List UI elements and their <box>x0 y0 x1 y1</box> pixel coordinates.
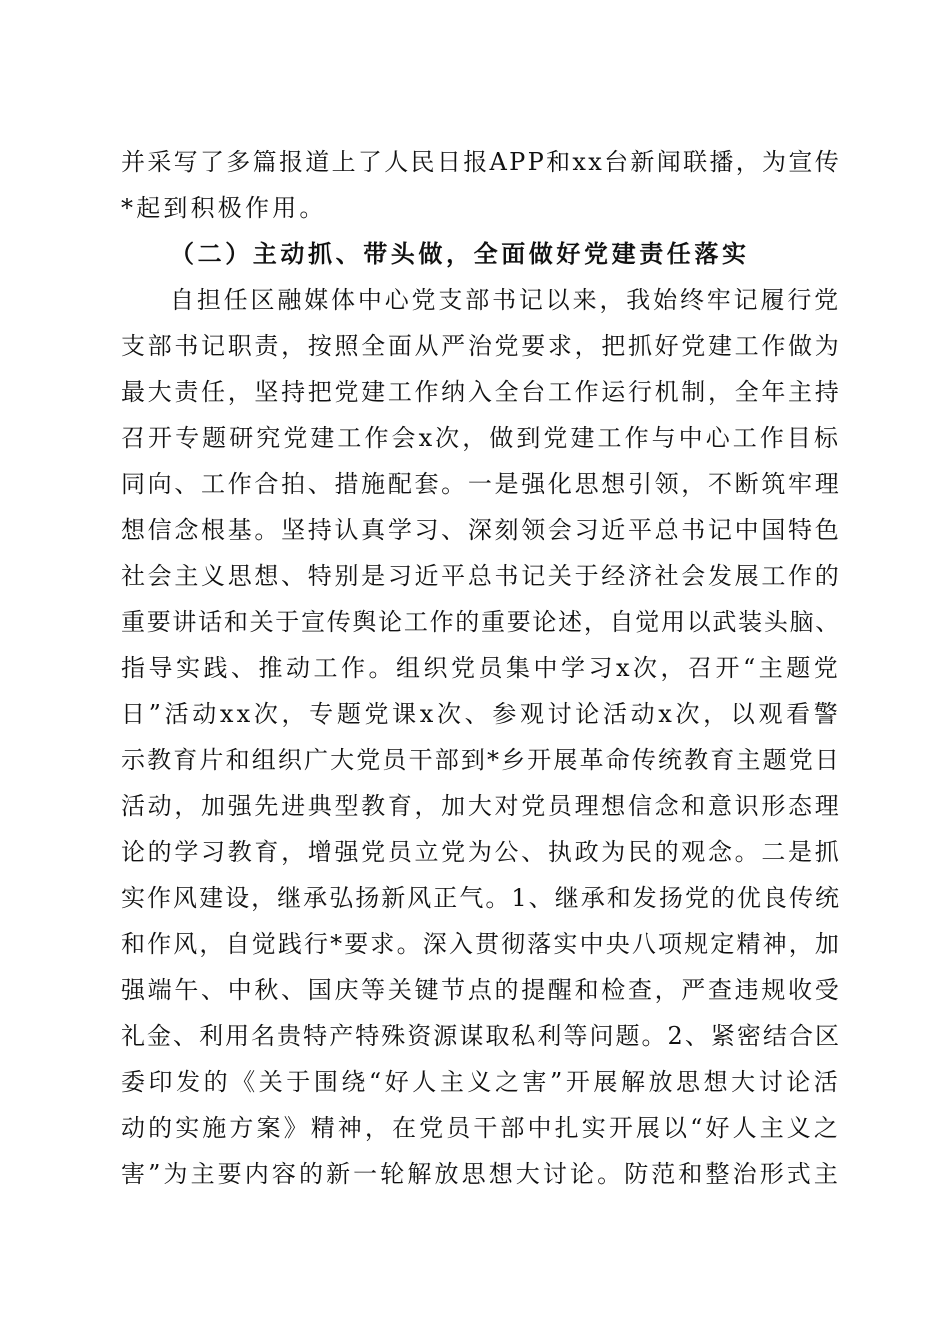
section-heading: （二）主动抓、带头做，全面做好党建责任落实 <box>170 239 750 268</box>
body-text-line: 想信念根基。坚持认真学习、深刻领会习近平总书记中国特色 <box>121 516 842 544</box>
body-text-line: 日”活动xx次，专题党课x次、参观讨论活动x次，以观看警 <box>121 700 841 728</box>
body-text-line: 动的实施方案》精神，在党员干部中扎实开展以“好人主义之 <box>121 1114 841 1142</box>
body-text-line: 重要讲话和关于宣传舆论工作的重要论述，自觉用以武装头脑、 <box>121 608 841 636</box>
body-text-line: 实作风建设，继承弘扬新风正气。1、继承和发扬党的优良传统 <box>121 884 841 912</box>
body-text-line: 论的学习教育，增强党员立党为公、执政为民的观念。二是抓 <box>121 838 842 866</box>
body-text-line: 和作风，自觉践行*要求。深入贯彻落实中央八项规定精神，加 <box>121 930 841 958</box>
body-text-line: 支部书记职责，按照全面从严治党要求，把抓好党建工作做为 <box>121 332 842 360</box>
body-text-line: 示教育片和组织广大党员干部到*乡开展革命传统教育主题党日 <box>121 746 841 774</box>
body-text-line: 指导实践、推动工作。组织党员集中学习x次，召开“主题党 <box>121 654 841 682</box>
body-text-line: 社会主义思想、特别是习近平总书记关于经济社会发展工作的 <box>121 562 842 590</box>
body-text-line: 害”为主要内容的新一轮解放思想大讨论。防范和整治形式主 <box>121 1160 841 1188</box>
body-text-line: 同向、工作合拍、措施配套。一是强化思想引领，不断筑牢理 <box>121 470 842 498</box>
body-text-line: 最大责任，坚持把党建工作纳入全台工作运行机制，全年主持 <box>121 378 842 406</box>
body-text-line: 强端午、中秋、国庆等关键节点的提醒和检查，严查违规收受 <box>121 976 842 1004</box>
body-text-line: 委印发的《关于围绕“好人主义之害”开展解放思想大讨论活 <box>121 1068 841 1096</box>
body-text-line: *起到积极作用。 <box>121 194 327 222</box>
body-text-line: 礼金、利用名贵特产特殊资源谋取私利等问题。2、紧密结合区 <box>121 1022 841 1050</box>
body-text-line: 召开专题研究党建工作会x次，做到党建工作与中心工作目标 <box>121 424 841 452</box>
body-text-line: 并采写了多篇报道上了人民日报APP和xx台新闻联播，为宣传 <box>121 148 841 176</box>
body-text-line: 活动，加强先进典型教育，加大对党员理想信念和意识形态理 <box>121 792 842 820</box>
body-text-line: 自担任区融媒体中心党支部书记以来，我始终牢记履行党 <box>170 286 841 314</box>
